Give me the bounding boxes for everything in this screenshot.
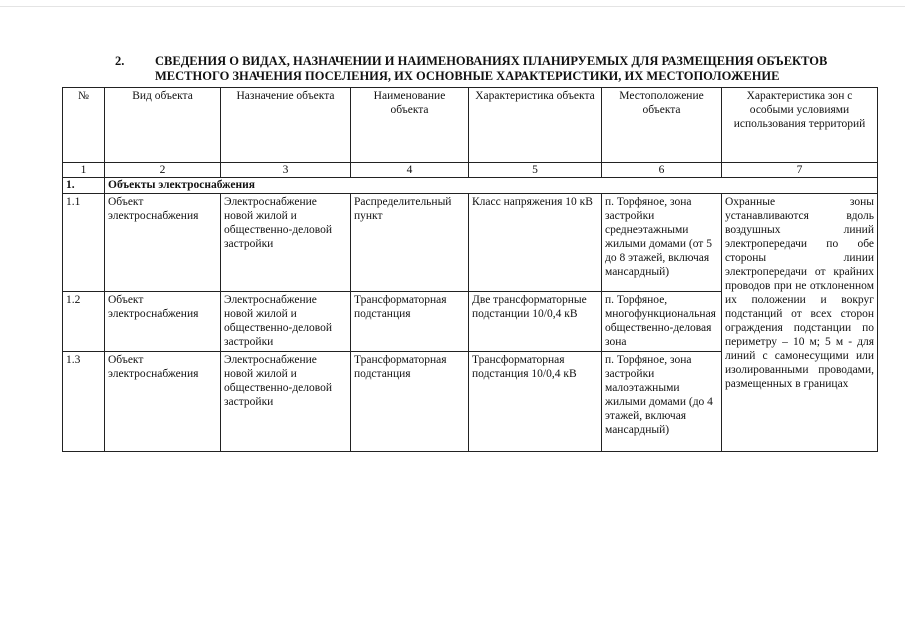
zone-characteristic-text: Охранные зоны устанавливаются вдоль воздушных линий электропередачи по обе стороны линии электропередачи от крайних проводов при не отклоненном их положении и вокруг подстанций от всех сторон ограждения подстанции по периметру – 10 м; 5 м - для линий с самонесущими или изолированными проводами, размещенных в границах [725,196,874,390]
row-location: п. Торфяное, зона застройки среднеэтажными жилыми домами (от 5 до 8 этажей, включая мансардный) [602,194,722,292]
col-number-1: 1 [63,163,105,178]
section-title: Объекты электроснабжения [105,178,878,194]
col-number-4: 4 [351,163,469,178]
row-number: 1.1 [63,194,105,292]
column-number-row [63,163,878,178]
row-characteristic: Класс напряжения 10 кВ [469,194,602,292]
heading-number: 2. [115,54,125,68]
row-kind: Объект электроснабжения [105,352,221,452]
header-cell-purpose: Назначение объекта [221,88,351,163]
header-cell-name: Наименование объекта [351,88,469,163]
row-location: п. Торфяное, зона застройки малоэтажными жилыми домами (до 4 этажей, включая мансардный) [602,352,722,452]
row-purpose: Электроснабжение новой жилой и общественно-деловой застройки [221,292,351,352]
row-characteristic: Две трансформаторные подстанции 10/0,4 кВ [469,292,602,352]
row-characteristic: Трансформаторная подстанция 10/0,4 кВ [469,352,602,452]
col-number-2: 2 [105,163,221,178]
row-name: Трансформаторная подстанция [351,292,469,352]
row-purpose: Электроснабжение новой жилой и общественно-деловой застройки [221,194,351,292]
col-number-3: 3 [221,163,351,178]
row-name: Трансформаторная подстанция [351,352,469,452]
header-cell-location: Местоположение объекта [602,88,722,163]
section-number: 1. [63,178,105,194]
col-number-6: 6 [602,163,722,178]
table-row [63,194,878,292]
row-purpose: Электроснабжение новой жилой и общественно-деловой застройки [221,352,351,452]
header-cell-number: № [63,88,105,163]
heading-line-2: МЕСТНОГО ЗНАЧЕНИЯ ПОСЕЛЕНИЯ, ИХ ОСНОВНЫЕ ХАРАКТЕРИСТИКИ, ИХ МЕСТОПОЛОЖЕНИЕ [155,69,780,83]
header-cell-characteristic: Характеристика объекта [469,88,602,163]
col-number-5: 5 [469,163,602,178]
row-number: 1.3 [63,352,105,452]
row-name: Распределительный пункт [351,194,469,292]
objects-table [62,87,878,452]
header-cell-kind: Вид объекта [105,88,221,163]
heading-line-1: СВЕДЕНИЯ О ВИДАХ, НАЗНАЧЕНИИ И НАИМЕНОВАНИЯХ ПЛАНИРУЕМЫХ ДЛЯ РАЗМЕЩЕНИЯ ОБЪЕКТОВ [155,54,828,68]
row-number: 1.2 [63,292,105,352]
row-location: п. Торфяное, многофункциональная общественно-деловая зона [602,292,722,352]
zone-characteristic-cell [722,194,878,452]
header-cell-zones: Характеристика зон с особыми условиями использования территорий [722,88,878,163]
row-kind: Объект электроснабжения [105,292,221,352]
section-row [63,178,878,194]
page-top-edge [0,6,905,7]
header-row [63,88,878,163]
row-kind: Объект электроснабжения [105,194,221,292]
col-number-7: 7 [722,163,878,178]
